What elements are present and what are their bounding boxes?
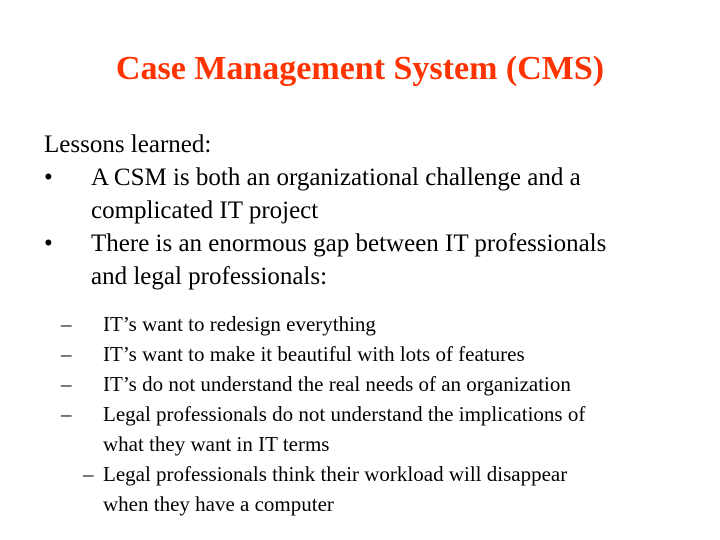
sub-bullet-line: IT’s do not understand the real needs of an organization (103, 372, 571, 396)
sub-bullet-line: IT’s want to make it beautiful with lots of features (103, 342, 525, 366)
sub-bullet-item (44, 339, 704, 369)
sub-bullet-line: Legal professionals think their workload will disappear (103, 462, 568, 486)
sub-bullet-item (44, 399, 704, 459)
sub-bullet-line: Legal professionals do not understand the implications of (103, 402, 586, 426)
bullet-list (44, 161, 704, 293)
bullet-marker: • (44, 230, 53, 257)
bullet-item (44, 227, 704, 293)
bullet-line: and legal professionals: (91, 263, 328, 290)
bullet-line: There is an enormous gap between IT professionals (91, 230, 607, 257)
sub-bullet-marker: – (61, 342, 72, 366)
sub-bullet-item (44, 309, 704, 339)
sub-bullet-marker: – (61, 372, 72, 396)
slide-title: Case Management System (CMS) (115, 50, 605, 87)
sub-bullet-line: when they have a computer (103, 492, 334, 516)
sub-bullet-item (44, 459, 704, 519)
slide-body (44, 128, 704, 519)
intro-text: Lessons learned: (44, 131, 212, 158)
sub-bullet-marker: – (83, 462, 94, 486)
bullet-line: complicated IT project (91, 197, 319, 224)
bullet-item (44, 161, 704, 227)
sub-bullet-line: what they want in IT terms (103, 432, 330, 456)
bullet-marker: • (44, 164, 53, 191)
sub-bullet-item (44, 369, 704, 399)
bullet-line: A CSM is both an organizational challenge and a (91, 164, 581, 191)
sub-bullet-line: IT’s want to redesign everything (103, 312, 376, 336)
sub-bullet-marker: – (61, 312, 72, 336)
sub-bullet-marker: – (61, 402, 72, 426)
sub-bullet-list (44, 309, 704, 519)
